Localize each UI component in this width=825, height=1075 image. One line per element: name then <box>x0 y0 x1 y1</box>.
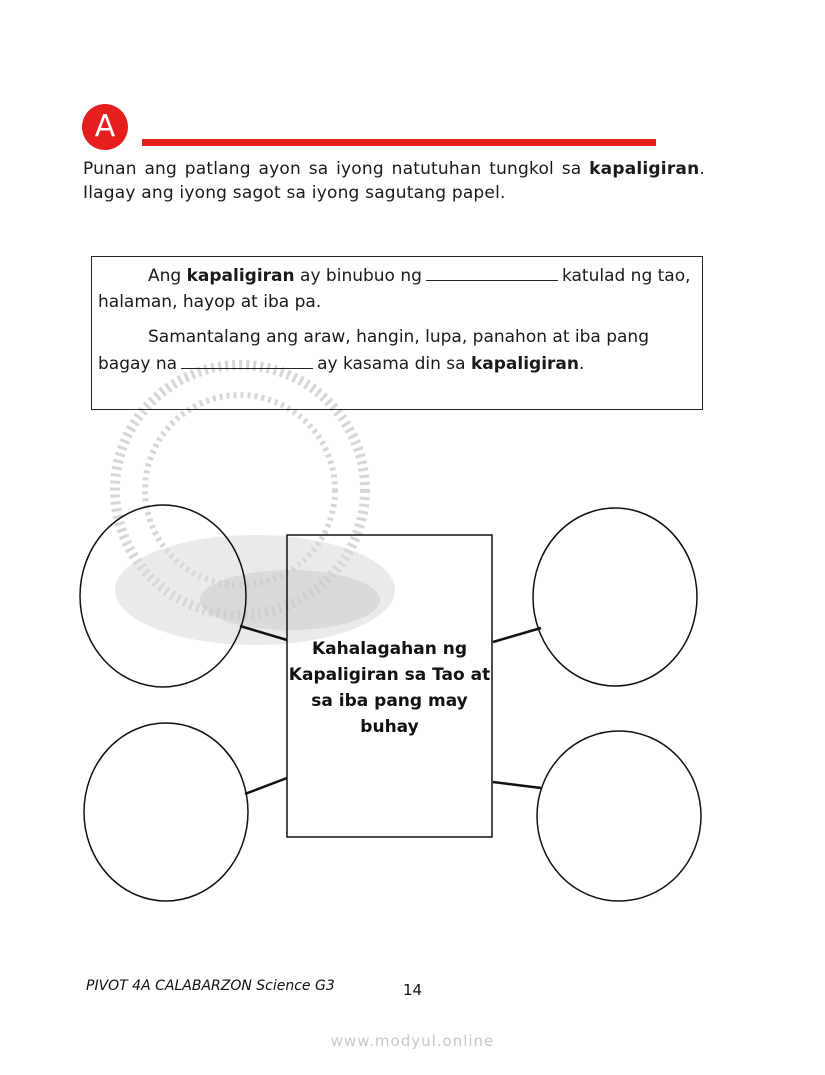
connector-bottom-left <box>245 778 287 794</box>
connector-bottom-right <box>493 782 541 788</box>
connector-top-right <box>493 628 541 642</box>
fill-paragraph-1: Ang kapaligiran ay binubuo ng katulad ng tao, halaman, hayop at iba pa. <box>98 262 696 315</box>
answer-circle-top-right[interactable] <box>533 508 697 686</box>
instructions-keyword: kapaligiran <box>589 159 700 179</box>
connector-top-left <box>240 626 287 640</box>
instructions-text: Punan ang patlang ayon sa iyong natutuhan tungkol sa kapaligiran. Ilagay ang iyong sagot sa iyong sagutang papel. <box>83 159 705 203</box>
answer-blank-2[interactable] <box>181 350 313 369</box>
footer-publication: PIVOT 4A CALABARZON Science G3 <box>86 978 335 994</box>
fill-paragraph-2: Samantalang ang araw, hangin, lupa, panahon at iba pang bagay na ay kasama din sa kapaligiran. <box>98 327 650 374</box>
site-watermark-text: www.modyul.online <box>330 1032 495 1050</box>
answer-circle-bottom-right[interactable] <box>537 731 701 901</box>
section-title-bar <box>142 139 656 146</box>
center-box-label: Kahalagahan ng Kapaligiran sa Tao at sa iba pang may buhay <box>288 639 491 737</box>
answer-blank-1[interactable] <box>426 262 558 281</box>
page-number: 14 <box>403 981 423 999</box>
section-badge: A <box>82 104 128 150</box>
answer-circle-top-left[interactable] <box>80 505 246 687</box>
fill-in-blank-box <box>91 256 703 410</box>
answer-circle-bottom-left[interactable] <box>84 723 248 901</box>
